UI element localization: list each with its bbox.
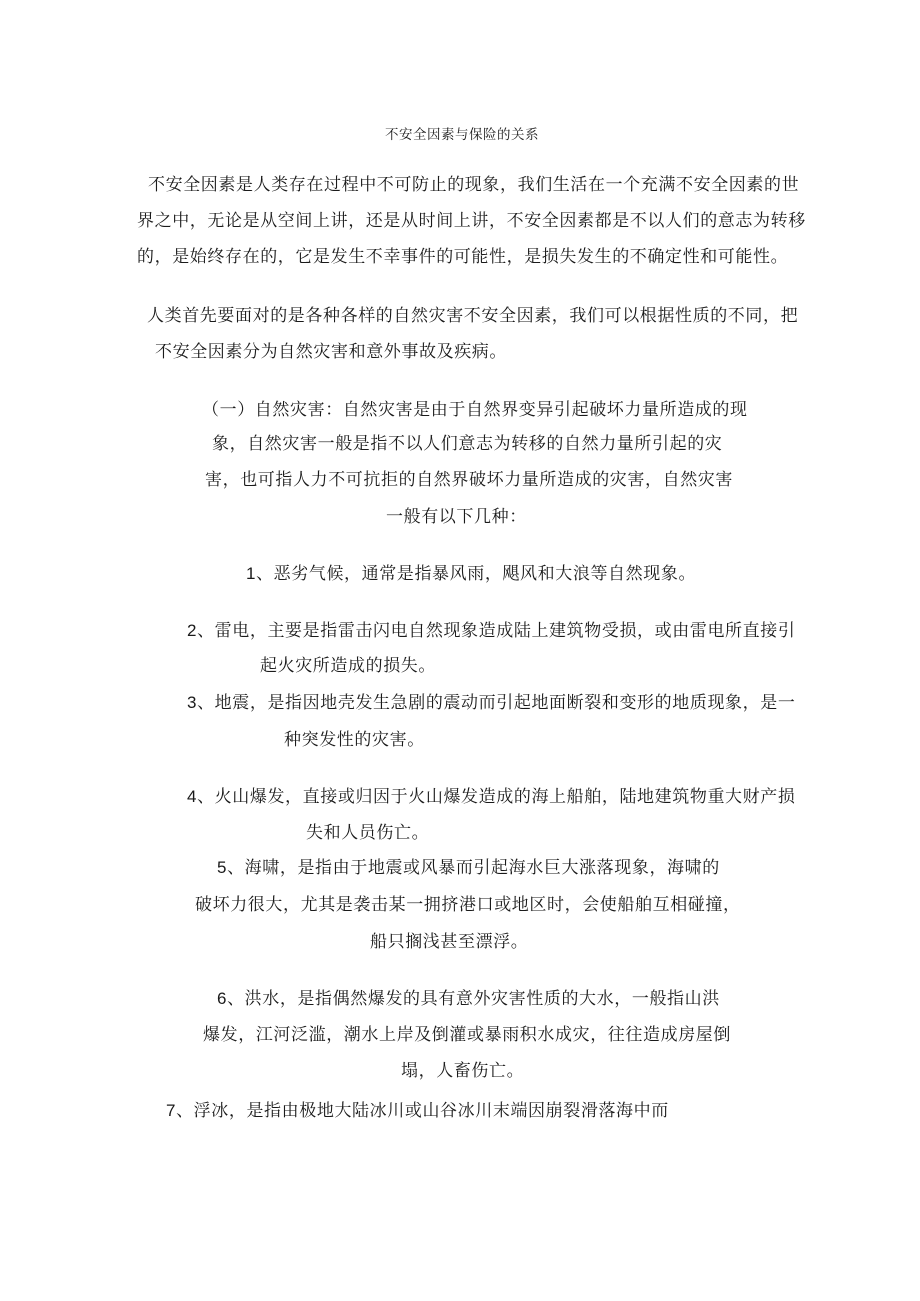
list-item-number: 3 — [187, 693, 198, 712]
natural-disaster-line-2: 象，自然灾害一般是指不以人们意志为转移的自然力量所引起的灾 — [212, 434, 723, 454]
intro-line-3: 的，是始终存在的，它是发生不幸事件的可能性，是损失发生的不确定性和可能性。 — [137, 247, 789, 267]
list-item-line: 失和人员伤亡。 — [306, 823, 430, 843]
list-item-number: 7 — [166, 1101, 177, 1120]
document-title: 不安全因素与保险的关系 — [385, 127, 539, 143]
list-item-line — [217, 988, 720, 1010]
list-item-text: 、火山爆发，直接或归因于火山爆发造成的海上船舶，陆地建筑物重大财产损 — [197, 787, 796, 807]
list-item-text: 、海啸，是指由于地震或风暴而引起海水巨大涨落现象，海啸的 — [227, 858, 720, 878]
list-item-line: 船只搁浅甚至漂浮。 — [370, 932, 529, 952]
list-item-line: 破坏力很大，尤其是袭击某一拥挤港口或地区时，会使船舶互相碰撞， — [195, 895, 741, 915]
list-item-text: 、洪水，是指偶然爆发的具有意外灾害性质的大水，一般指山洪 — [227, 989, 720, 1009]
list-item-line — [187, 692, 795, 714]
list-item-number: 6 — [217, 989, 228, 1008]
list-item-line — [166, 1100, 669, 1122]
list-item-line: 种突发性的灾害。 — [284, 730, 425, 750]
list-item-line: 爆发，江河泛滥，潮水上岸及倒灌或暴雨积水成灾，往往造成房屋倒 — [203, 1025, 731, 1045]
list-item-line: 塌，人畜伤亡。 — [401, 1061, 525, 1081]
intro-line-1: 不安全因素是人类存在过程中不可防止的现象，我们生活在一个充满不安全因素的世 — [148, 175, 800, 195]
list-item-text: 、地震，是指因地壳发生急剧的震动而引起地面断裂和变形的地质现象，是一 — [197, 693, 796, 713]
list-item-number: 4 — [187, 787, 198, 806]
natural-disaster-line-4: 一般有以下几种： — [386, 507, 527, 527]
list-item-number: 2 — [187, 621, 198, 640]
natural-disaster-line-1: （一）自然灾害：自然灾害是由于自然界变异引起破坏力量所造成的现 — [202, 400, 748, 420]
classification-line-2: 不安全因素分为自然灾害和意外事故及疾病。 — [155, 342, 507, 362]
list-item-text: 、浮冰，是指由极地大陆冰川或山谷冰川末端因崩裂滑落海中而 — [176, 1101, 669, 1121]
list-item-line — [187, 620, 795, 642]
list-item-number: 1 — [246, 564, 257, 583]
list-item-text: 、恶劣气候，通常是指暴风雨，飓风和大浪等自然现象。 — [256, 564, 697, 584]
list-item-line: 起火灾所造成的损失。 — [260, 656, 436, 676]
list-item-number: 5 — [217, 858, 228, 877]
intro-line-2: 界之中，无论是从空间上讲，还是从时间上讲，不安全因素都是不以人们的意志为转移 — [137, 211, 806, 231]
list-item-line — [187, 786, 795, 808]
classification-line-1: 人类首先要面对的是各种各样的自然灾害不安全因素，我们可以根据性质的不同，把 — [147, 306, 799, 326]
natural-disaster-line-3: 害，也可指人力不可抗拒的自然界破坏力量所造成的灾害，自然灾害 — [205, 470, 733, 490]
list-item-line — [246, 563, 696, 585]
list-item-line — [217, 857, 720, 879]
list-item-text: 、雷电，主要是指雷击闪电自然现象造成陆上建筑物受损，或由雷电所直接引 — [197, 621, 796, 641]
